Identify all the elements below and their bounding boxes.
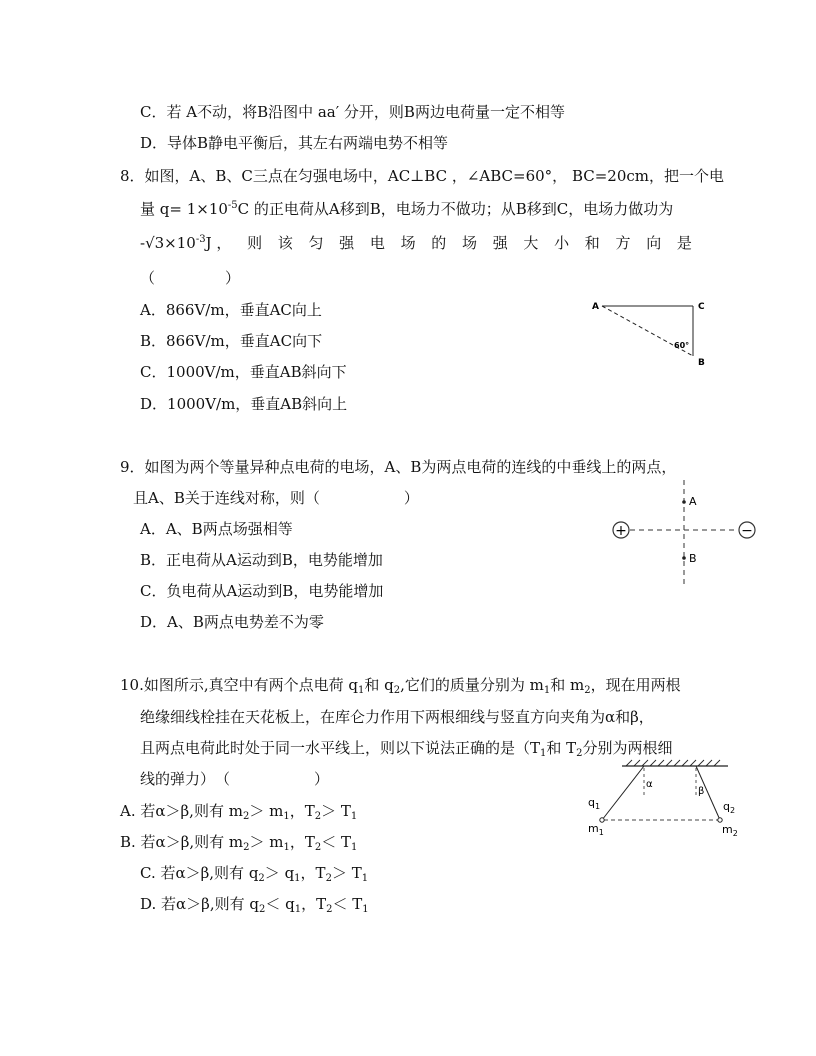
q8-stem-line1: 8．如图，A、B、C三点在匀强电场中，AC⊥BC ，∠ABC=60°， BC=20cm，把一个电 bbox=[120, 167, 725, 185]
q9-label-a: A bbox=[689, 495, 697, 508]
q9-minus-sign: − bbox=[741, 523, 753, 539]
q10-ceiling-hatching bbox=[626, 760, 720, 766]
q10-label-q2: $q_2$ bbox=[723, 800, 736, 815]
q9-stem-line2: 且A、B关于连线对称，则（ ） bbox=[133, 489, 419, 507]
q8-option-d: D．1000V/m，垂直AB斜向上 bbox=[140, 395, 348, 413]
q10-label-m2: $m_2$ bbox=[722, 823, 738, 838]
q7-option-c: C．若 A不动，将B沿图中 aa′ 分开，则B两边电荷量一定不相等 bbox=[140, 103, 565, 121]
q10-charge-q2 bbox=[718, 818, 722, 822]
q10-stem-line3: 且两点电荷此时处于同一水平线上，则以下说法正确的是（$T_1$和 $T_2$分别为两根细 bbox=[140, 739, 673, 759]
q9-option-b: B．正电荷从A运动到B，电势能增加 bbox=[140, 551, 383, 569]
q10-stem-line1: 10.如图所示,真空中有两个点电荷 $q_1$和 $q_2$,它们的质量分别为 $m_1$和 $m_2$，现在用两根 bbox=[120, 676, 681, 696]
q8-triangle-figure bbox=[588, 292, 718, 372]
q8-option-c: C．1000V/m，垂直AB斜向下 bbox=[140, 363, 347, 381]
q10-option-a: A. 若α＞β,则有 $m_2> m_1$，$T_2> T_1$ bbox=[120, 802, 358, 822]
q10-thread-left bbox=[602, 766, 644, 820]
q9-plus-sign: + bbox=[615, 523, 627, 539]
q9-label-b: B bbox=[689, 552, 697, 565]
q10-stem-line2: 绝缘细线栓挂在天花板上，在库仑力作用下两根细线与竖直方向夹角为α和β， bbox=[140, 708, 654, 726]
q9-option-d: D．A、B两点电势差不为零 bbox=[140, 613, 324, 631]
q10-label-q1: $q_1$ bbox=[588, 796, 601, 811]
q8-stem-line3: $-√3\times 10^{-3}J$ ， 则 该 匀 强 电 场 的 场 强 大 小 和 方 向 是 bbox=[140, 234, 692, 252]
q9-stem-line1: 9．如图为两个等量异种点电荷的电场，A、B为两点电荷的连线的中垂线上的两点， bbox=[120, 458, 677, 476]
q10-charge-q1 bbox=[600, 818, 604, 822]
q8-option-a: A．866V/m，垂直AC向上 bbox=[140, 301, 322, 319]
q8-stem-line2: 量 $q= 1\times 10^{-5}C$ 的正电荷从A移到B，电场力不做功；从B移到C，电场力做功为 bbox=[140, 200, 674, 218]
q9-option-c: C．负电荷从A运动到B，电势能增加 bbox=[140, 582, 384, 600]
q8-option-b: B．866V/m，垂直AC向下 bbox=[140, 332, 323, 350]
q10-label-m1: $m_1$ bbox=[588, 822, 604, 837]
q10-angle-alpha: α bbox=[646, 779, 653, 790]
q9-charges-figure bbox=[608, 474, 760, 590]
q8-answer-paren: （ ） bbox=[140, 269, 241, 287]
q8-angle-label: 60° bbox=[674, 341, 690, 350]
q10-hanging-charges-figure bbox=[582, 756, 742, 840]
q9-option-a: A．A、B两点场强相等 bbox=[140, 520, 293, 538]
q8-label-c: C bbox=[698, 302, 705, 312]
q7-option-d: D．导体B静电平衡后，其左右两端电势不相等 bbox=[140, 134, 449, 152]
q10-option-b: B. 若α＞β,则有 $m_2> m_1$，$T_2< T_1$ bbox=[120, 833, 358, 853]
q8-label-b: B bbox=[698, 358, 705, 368]
q10-option-d: D. 若α＞β,则有 $q_2< q_1$，$T_2< T_1$ bbox=[140, 895, 369, 915]
q10-option-c: C. 若α＞β,则有 $q_2> q_1$，$T_2> T_1$ bbox=[140, 864, 369, 884]
q9-point-b bbox=[682, 556, 686, 560]
q10-angle-beta: β bbox=[698, 786, 705, 797]
q8-label-a: A bbox=[592, 302, 599, 312]
q9-point-a bbox=[682, 500, 686, 504]
q10-stem-line4: 线的弹力） （ ） bbox=[140, 770, 330, 788]
